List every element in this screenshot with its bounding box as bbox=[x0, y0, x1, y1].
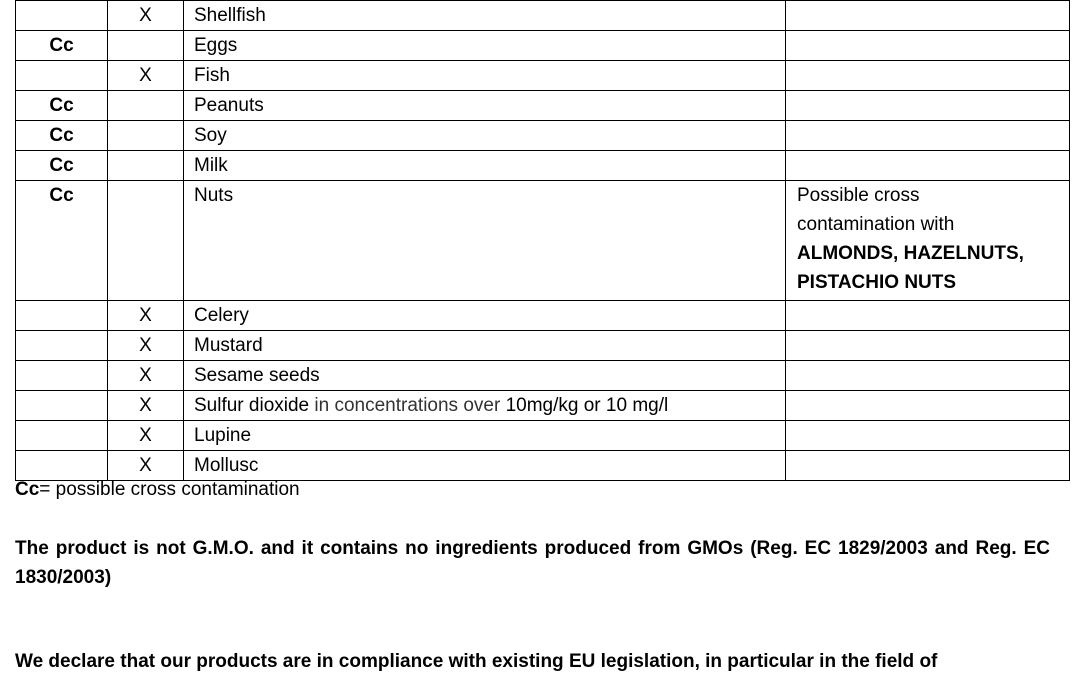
notes-cell bbox=[786, 451, 1070, 481]
cross-contamination-cell bbox=[16, 331, 108, 361]
notes-cell bbox=[786, 121, 1070, 151]
allergen-name-cell: Soy bbox=[184, 121, 786, 151]
note-line-bold: ALMONDS, HAZELNUTS, bbox=[797, 243, 1024, 264]
allergen-name-cell: Mollusc bbox=[184, 451, 786, 481]
absent-mark-cell: X bbox=[108, 451, 184, 481]
absent-mark-cell bbox=[108, 31, 184, 61]
absent-mark-cell bbox=[108, 181, 184, 301]
legend-text: = possible cross contamination bbox=[39, 479, 300, 500]
cross-contamination-cell: Cc bbox=[16, 31, 108, 61]
cross-contamination-cell: Cc bbox=[16, 121, 108, 151]
legend bbox=[15, 477, 300, 503]
absent-mark-cell: X bbox=[108, 331, 184, 361]
table-row bbox=[16, 181, 1070, 301]
note-line: contamination with bbox=[797, 214, 955, 235]
absent-mark-cell bbox=[108, 121, 184, 151]
allergen-name-cell: Celery bbox=[184, 301, 786, 331]
table-row bbox=[16, 31, 1070, 61]
table-row bbox=[16, 451, 1070, 481]
legend-abbreviation: Cc bbox=[15, 479, 40, 500]
absent-mark-cell: X bbox=[108, 421, 184, 451]
table-row bbox=[16, 61, 1070, 91]
table-row bbox=[16, 91, 1070, 121]
cross-contamination-cell bbox=[16, 451, 108, 481]
table-row bbox=[16, 421, 1070, 451]
gmo-statement: The product is not G.M.O. and it contains no ingredients produced from GMOs (Reg. EC 1829/2003 and Reg. EC 1830/2003) bbox=[15, 538, 1050, 588]
allergen-name-cell: Milk bbox=[184, 151, 786, 181]
cross-contamination-cell: Cc bbox=[16, 151, 108, 181]
allergen-name-cell: Eggs bbox=[184, 31, 786, 61]
allergen-name-cell: Shellfish bbox=[184, 1, 786, 31]
notes-cell bbox=[786, 61, 1070, 91]
notes-cell bbox=[786, 151, 1070, 181]
absent-mark-cell: X bbox=[108, 301, 184, 331]
table-row bbox=[16, 391, 1070, 421]
allergen-name-cell: Lupine bbox=[184, 421, 786, 451]
cross-contamination-cell: Cc bbox=[16, 181, 108, 301]
cross-contamination-cell bbox=[16, 361, 108, 391]
notes-cell bbox=[786, 1, 1070, 31]
absent-mark-cell bbox=[108, 91, 184, 121]
table-row bbox=[16, 331, 1070, 361]
allergen-table bbox=[15, 0, 1070, 481]
notes-cell bbox=[786, 331, 1070, 361]
allergen-name-cell bbox=[184, 391, 786, 421]
notes-cell bbox=[786, 391, 1070, 421]
notes-cell bbox=[786, 421, 1070, 451]
absent-mark-cell bbox=[108, 151, 184, 181]
table-row bbox=[16, 151, 1070, 181]
note-line: Possible cross bbox=[797, 185, 920, 206]
notes-cell bbox=[786, 301, 1070, 331]
cross-contamination-cell bbox=[16, 391, 108, 421]
table-row bbox=[16, 121, 1070, 151]
cross-contamination-cell: Cc bbox=[16, 91, 108, 121]
allergen-qualifier: in concentrations over bbox=[309, 395, 506, 416]
notes-cell bbox=[786, 361, 1070, 391]
table-row bbox=[16, 361, 1070, 391]
notes-cell bbox=[786, 91, 1070, 121]
allergen-name: Sulfur dioxide bbox=[194, 395, 310, 416]
allergen-name-cell: Mustard bbox=[184, 331, 786, 361]
notes-cell bbox=[786, 31, 1070, 61]
absent-mark-cell: X bbox=[108, 391, 184, 421]
cross-contamination-cell bbox=[16, 1, 108, 31]
cross-contamination-cell bbox=[16, 301, 108, 331]
cross-contamination-cell bbox=[16, 421, 108, 451]
table-row bbox=[16, 301, 1070, 331]
notes-cell bbox=[786, 181, 1070, 301]
allergen-name-cell: Peanuts bbox=[184, 91, 786, 121]
note-line-bold: PISTACHIO NUTS bbox=[797, 272, 957, 293]
absent-mark-cell: X bbox=[108, 361, 184, 391]
absent-mark-cell: X bbox=[108, 61, 184, 91]
allergen-threshold: 10mg/kg or 10 mg/l bbox=[505, 395, 669, 416]
absent-mark-cell: X bbox=[108, 1, 184, 31]
allergen-name-cell: Fish bbox=[184, 61, 786, 91]
allergen-name-cell: Nuts bbox=[184, 181, 786, 301]
table-row bbox=[16, 1, 1070, 31]
compliance-statement: We declare that our products are in compliance with existing EU legislation, in particular in the field of bbox=[15, 651, 938, 672]
cross-contamination-cell bbox=[16, 61, 108, 91]
allergen-name-cell: Sesame seeds bbox=[184, 361, 786, 391]
allergen-table-body bbox=[16, 1, 1070, 481]
